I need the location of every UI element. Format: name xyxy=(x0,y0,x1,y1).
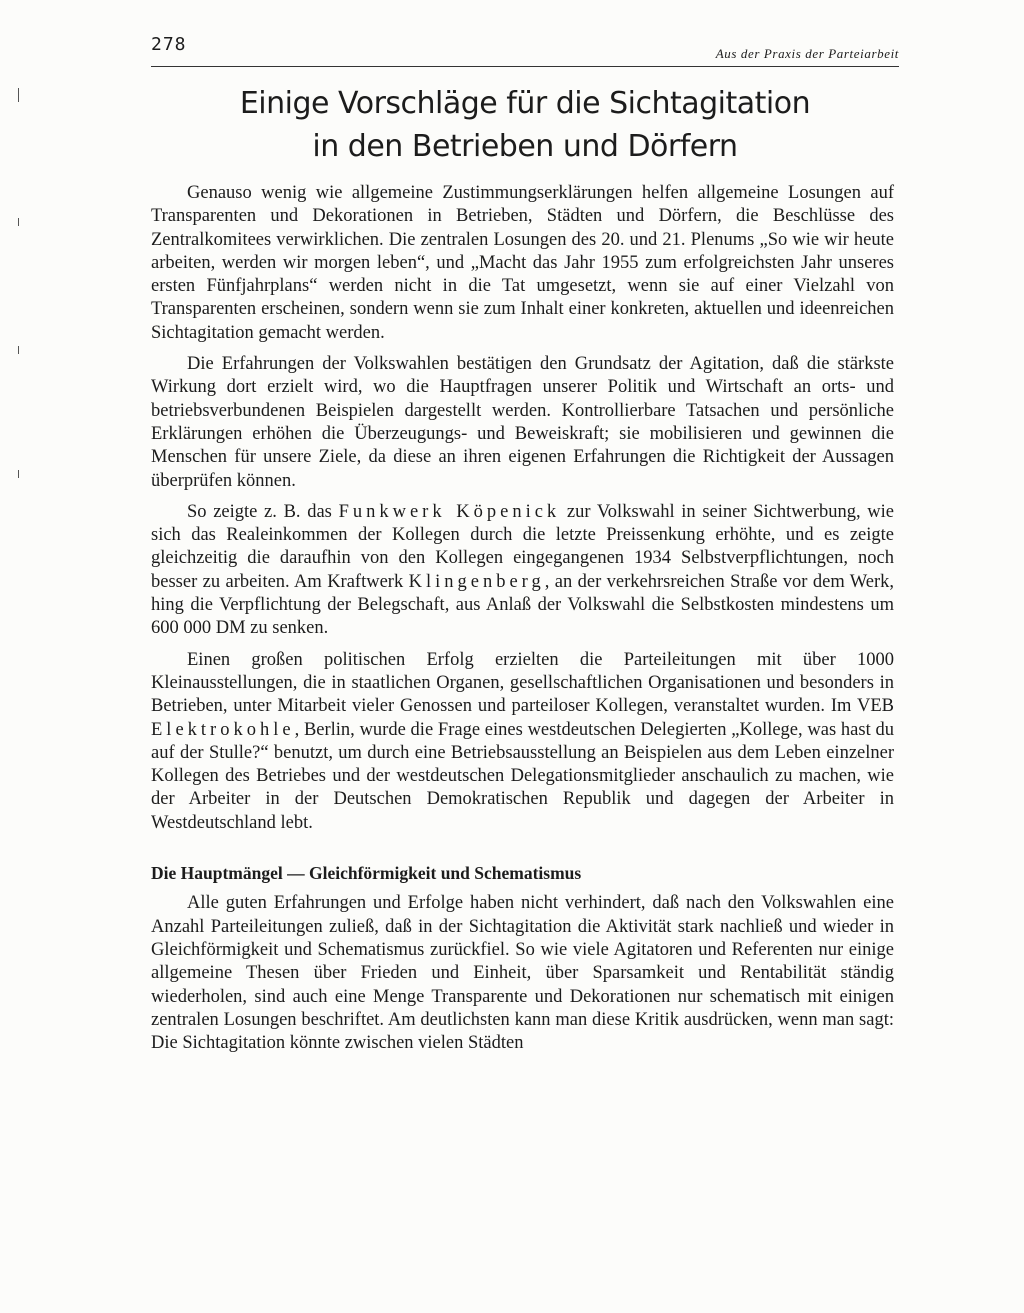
paragraph-4 xyxy=(151,649,894,835)
paragraph-3-text: , an der verkehrsreichen Straße vor dem Werk, hing die Verpflichtung der Belegschaft, aus Anlaß der Volkswahl die Selbstkosten mindestens um 600 000 DM zu senken. xyxy=(151,571,894,639)
paragraph-3-text: So zeigte z. B. das xyxy=(187,501,339,522)
emphasis-elektrokohle: Elektrokohle xyxy=(151,719,295,740)
paragraph-3-text: zur Volkswahl in seiner Sichtwerbung, wie sich das Realeinkommen der Kollegen durch die letzte Preissenkung erhöhte, und es zeigte gleichzeitig die daraufhin von den Kollegen eingegangenen 1934 Selbstverpflichtungen, noch besser zu arbeiten. Am Kraftwerk xyxy=(151,501,894,592)
title-line-1: Einige Vorschläge für die Sichtagitation xyxy=(239,86,811,121)
emphasis-funkwerk: Funkwerk Köpenick xyxy=(338,501,561,522)
page-header xyxy=(151,32,899,67)
margin-mark xyxy=(18,218,19,226)
paragraph-2: Die Erfahrungen der Volkswahlen bestätigen den Grundsatz der Agitation, daß die stärkste Wirkung dort erzielt wird, wo die Hauptfragen unserer Politik und Wirtschaft an orts- und betriebsverbundenen Beispielen dargestellt werden. Kontrollierbare Tatsachen und persönliche Erklärungen erhöhen die Überzeugungs- und Beweiskraft; sie mobilisieren und gewinnen die Menschen für unsere Ziele, da diese an ihren eigenen Erfahrungen die Richtigkeit der Aussagen überprüfen können. xyxy=(151,354,894,491)
article-title xyxy=(151,82,899,168)
paragraph-1: Genauso wenig wie allgemeine Zustimmungserklärungen helfen allgemeine Losungen auf Transparenten und Dekorationen in Betrieben, Städten und Dörfern, die Beschlüsse des Zentralkomitees verwirklichen. Die zentralen Losungen des 20. und 21. Plenums „So wie wir heute arbeiten, werden wir morgen leben“, und „Macht das Jahr 1955 zum erfolgreichsten Jahr unseres ersten Fünfjahrplans“ werden nicht in die Tat umgesetzt, wenn sie auf einer Vielzahl von Transparenten erscheinen, sondern wenn sie zum Inhalt einer konkreten, aktuellen und ideenreichen Sichtagitation gemacht werden. xyxy=(151,183,894,343)
running-head: Aus der Praxis der Parteiarbeit xyxy=(715,46,899,61)
margin-mark xyxy=(18,346,19,354)
margin-mark xyxy=(18,88,19,102)
page-number: 278 xyxy=(151,34,187,55)
paragraph-5: Alle guten Erfahrungen und Erfolge haben nicht verhindert, daß nach den Volkswahlen eine Anzahl Parteileitungen zuließ, daß in der Sichtagitation die Aktivität stark nachließ und wieder in Gleichförmigkeit und Schematismus zurückfiel. So wie viele Agitatoren und Referenten nur einige allgemeine Thesen über Frieden und Einheit, über Sparsamkeit und Rentabilität ständig wiederholen, sind auch eine Menge Transparente und Dekorationen nur schematisch mit einigen zentralen Losungen beschriftet. Am deutlichsten kann man diese Kritik ausdrücken, wenn man sagt: Die Sichtagitation könnte zwischen vielen Städten xyxy=(151,893,894,1054)
paragraph-4-text: , Berlin, wurde die Frage eines westdeutschen Delegierten „Kollege, was hast du auf der Stulle?“ benutzt, um durch eine Betriebsausstellung an Beispielen aus dem Leben einzelner Kollegen des Betriebes und der westdeutschen Delegationsmitglieder anschaulich zu machen, wie der Arbeiter in der Deutschen Demokratischen Republik und dagegen der Arbeiter in Westdeutschland lebt. xyxy=(151,719,894,833)
article-body xyxy=(151,182,894,1063)
title-line-2: in den Betrieben und Dörfern xyxy=(312,129,738,164)
paragraph-3 xyxy=(151,501,894,641)
section-heading: Die Hauptmängel — Gleichförmigkeit und Schematismus xyxy=(151,863,582,884)
paragraph-4-text: Einen großen politischen Erfolg erzielten die Parteileitungen mit über 1000 Kleinausstellungen, die in staatlichen Organen, gesellschaftlichen Organisationen und besonders in Betrieben, unter Mitarbeit vieler Genossen und parteiloser Kollegen, veranstaltet wurden. Im VEB xyxy=(151,649,894,717)
margin-mark xyxy=(18,470,19,478)
emphasis-klingenberg: Klingenberg xyxy=(408,571,545,592)
